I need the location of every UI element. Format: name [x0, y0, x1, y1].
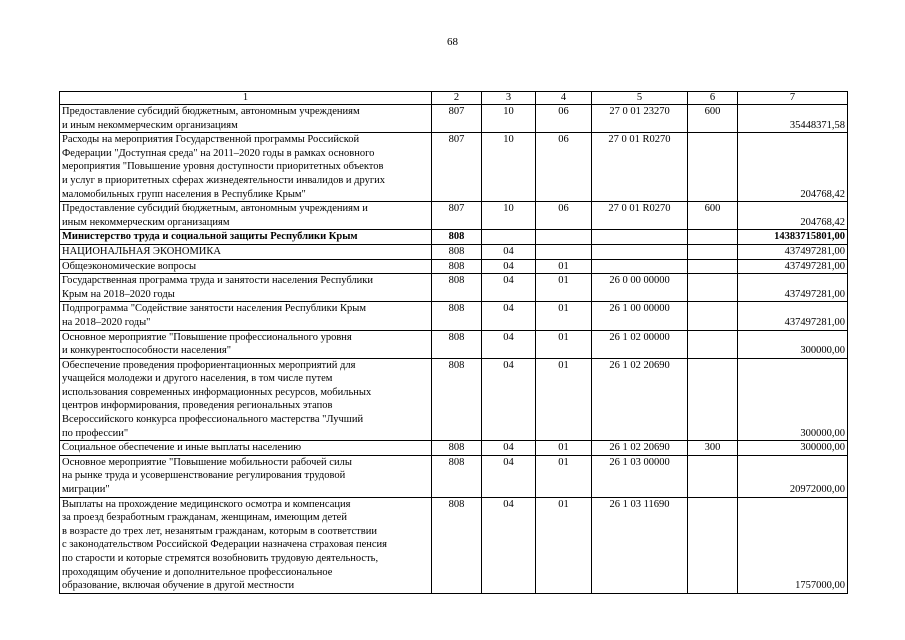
row-ministry-code-cell: 808	[432, 497, 482, 593]
row-ministry-code-cell: 808	[432, 358, 482, 441]
row-name-cell: Обеспечение проведения профориентационных мероприятий для учащейся молодежи и другого населения, в том числе путем использования современных информационных ресурсов, мобильных центров информирования, проведения региональных этапов Всероссийского конкурса профессионального мастерства "Лучший по профессии"	[60, 358, 432, 441]
row-subsection-cell: 06	[536, 202, 592, 230]
row-subsection-cell: 01	[536, 497, 592, 593]
row-section-cell: 04	[482, 302, 536, 330]
row-amount-cell: 300000,00	[738, 358, 848, 441]
row-ministry-code-cell: 807	[432, 133, 482, 202]
row-amount-cell: 20972000,00	[738, 455, 848, 497]
row-section-cell: 04	[482, 497, 536, 593]
row-ministry-code-cell: 808	[432, 330, 482, 358]
row-target-article-cell: 26 0 00 00000	[592, 274, 688, 302]
row-section-cell: 04	[482, 244, 536, 259]
row-subsection-cell: 01	[536, 441, 592, 456]
row-target-article-cell: 26 1 03 11690	[592, 497, 688, 593]
row-ministry-code-cell: 808	[432, 302, 482, 330]
row-section-cell: 04	[482, 441, 536, 456]
table-row	[60, 230, 848, 245]
table-row	[60, 441, 848, 456]
row-ministry-code-cell: 808	[432, 230, 482, 245]
row-ministry-code-cell: 808	[432, 455, 482, 497]
row-name-cell: НАЦИОНАЛЬНАЯ ЭКОНОМИКА	[60, 244, 432, 259]
table-row	[60, 133, 848, 202]
row-name-cell: Министерство труда и социальной защиты Республики Крым	[60, 230, 432, 245]
row-section-cell: 10	[482, 202, 536, 230]
row-expense-type-cell	[688, 230, 738, 245]
row-target-article-cell	[592, 244, 688, 259]
header-col-3: 3	[482, 92, 536, 105]
row-expense-type-cell	[688, 330, 738, 358]
row-expense-type-cell	[688, 455, 738, 497]
row-expense-type-cell	[688, 302, 738, 330]
row-section-cell: 10	[482, 133, 536, 202]
header-col-4: 4	[536, 92, 592, 105]
row-amount-cell: 300000,00	[738, 330, 848, 358]
row-section-cell: 04	[482, 455, 536, 497]
row-section-cell: 04	[482, 330, 536, 358]
row-expense-type-cell: 600	[688, 202, 738, 230]
table-header-row	[60, 92, 848, 105]
row-section-cell: 04	[482, 259, 536, 274]
row-target-article-cell: 27 0 01 R0270	[592, 202, 688, 230]
table-row	[60, 497, 848, 593]
row-subsection-cell: 01	[536, 455, 592, 497]
row-amount-cell: 14383715801,00	[738, 230, 848, 245]
row-expense-type-cell: 600	[688, 105, 738, 133]
row-name-cell: Предоставление субсидий бюджетным, автономным учреждениям и иным некоммерческим организациям	[60, 202, 432, 230]
table-row	[60, 244, 848, 259]
table-row	[60, 358, 848, 441]
row-target-article-cell: 27 0 01 R0270	[592, 133, 688, 202]
row-name-cell: Выплаты на прохождение медицинского осмотра и компенсация за проезд безработным гражданам, женщинам, имеющим детей в возрасте до трех лет, незанятым гражданам, которым в соответствии с законодательством Российской Федерации назначена страховая пенсия по старости и которые стремятся возобновить трудовую деятельность, проходящим обучение и дополнительное профессиональное образование, включая обучение в другой местности	[60, 497, 432, 593]
row-ministry-code-cell: 808	[432, 244, 482, 259]
row-name-cell: Общеэкономические вопросы	[60, 259, 432, 274]
row-amount-cell: 437497281,00	[738, 274, 848, 302]
row-amount-cell: 437497281,00	[738, 259, 848, 274]
header-col-6: 6	[688, 92, 738, 105]
row-target-article-cell: 26 1 03 00000	[592, 455, 688, 497]
row-amount-cell: 437497281,00	[738, 244, 848, 259]
row-expense-type-cell	[688, 497, 738, 593]
row-subsection-cell: 01	[536, 358, 592, 441]
header-col-1: 1	[60, 92, 432, 105]
row-ministry-code-cell: 808	[432, 274, 482, 302]
header-col-7: 7	[738, 92, 848, 105]
row-name-cell: Подпрограмма "Содействие занятости населения Республики Крым на 2018–2020 годы"	[60, 302, 432, 330]
table-row	[60, 330, 848, 358]
row-target-article-cell: 27 0 01 23270	[592, 105, 688, 133]
row-name-cell: Основное мероприятие "Повышение профессионального уровня и конкурентоспособности населения"	[60, 330, 432, 358]
row-amount-cell: 35448371,58	[738, 105, 848, 133]
row-target-article-cell	[592, 230, 688, 245]
budget-table	[59, 91, 848, 594]
row-amount-cell: 204768,42	[738, 202, 848, 230]
row-name-cell: Предоставление субсидий бюджетным, автономным учреждениям и иным некоммерческим организациям	[60, 105, 432, 133]
header-col-5: 5	[592, 92, 688, 105]
row-subsection-cell: 01	[536, 302, 592, 330]
row-subsection-cell: 01	[536, 259, 592, 274]
row-section-cell	[482, 230, 536, 245]
row-expense-type-cell	[688, 274, 738, 302]
table-row	[60, 274, 848, 302]
table-body	[60, 92, 848, 594]
row-expense-type-cell	[688, 259, 738, 274]
row-ministry-code-cell: 807	[432, 105, 482, 133]
row-amount-cell: 300000,00	[738, 441, 848, 456]
row-subsection-cell: 01	[536, 274, 592, 302]
row-name-cell: Расходы на мероприятия Государственной программы Российской Федерации "Доступная среда" на 2011–2020 годы в рамках основного мероприятия "Повышение уровня доступности приоритетных объектов и услуг в приоритетных сферах жизнедеятельности инвалидов и других маломобильных групп населения в Республике Крым"	[60, 133, 432, 202]
row-amount-cell: 1757000,00	[738, 497, 848, 593]
header-col-2: 2	[432, 92, 482, 105]
table-row	[60, 259, 848, 274]
table-row	[60, 302, 848, 330]
row-target-article-cell: 26 1 02 20690	[592, 358, 688, 441]
row-section-cell: 10	[482, 105, 536, 133]
row-target-article-cell	[592, 259, 688, 274]
row-name-cell: Государственная программа труда и занятости населения Республики Крым на 2018–2020 годы	[60, 274, 432, 302]
row-expense-type-cell: 300	[688, 441, 738, 456]
row-amount-cell: 204768,42	[738, 133, 848, 202]
row-section-cell: 04	[482, 358, 536, 441]
row-section-cell: 04	[482, 274, 536, 302]
row-expense-type-cell	[688, 358, 738, 441]
row-ministry-code-cell: 807	[432, 202, 482, 230]
row-ministry-code-cell: 808	[432, 441, 482, 456]
row-expense-type-cell	[688, 133, 738, 202]
page-number: 68	[447, 36, 458, 48]
row-subsection-cell	[536, 244, 592, 259]
table-row	[60, 202, 848, 230]
row-target-article-cell: 26 1 02 20690	[592, 441, 688, 456]
row-subsection-cell: 06	[536, 105, 592, 133]
row-ministry-code-cell: 808	[432, 259, 482, 274]
row-amount-cell: 437497281,00	[738, 302, 848, 330]
table-row	[60, 455, 848, 497]
row-target-article-cell: 26 1 02 00000	[592, 330, 688, 358]
row-subsection-cell: 01	[536, 330, 592, 358]
table-row	[60, 105, 848, 133]
row-name-cell: Социальное обеспечение и иные выплаты населению	[60, 441, 432, 456]
row-target-article-cell: 26 1 00 00000	[592, 302, 688, 330]
row-subsection-cell	[536, 230, 592, 245]
row-subsection-cell: 06	[536, 133, 592, 202]
row-expense-type-cell	[688, 244, 738, 259]
row-name-cell: Основное мероприятие "Повышение мобильности рабочей силы на рынке труда и усовершенствование регулирования трудовой миграции"	[60, 455, 432, 497]
